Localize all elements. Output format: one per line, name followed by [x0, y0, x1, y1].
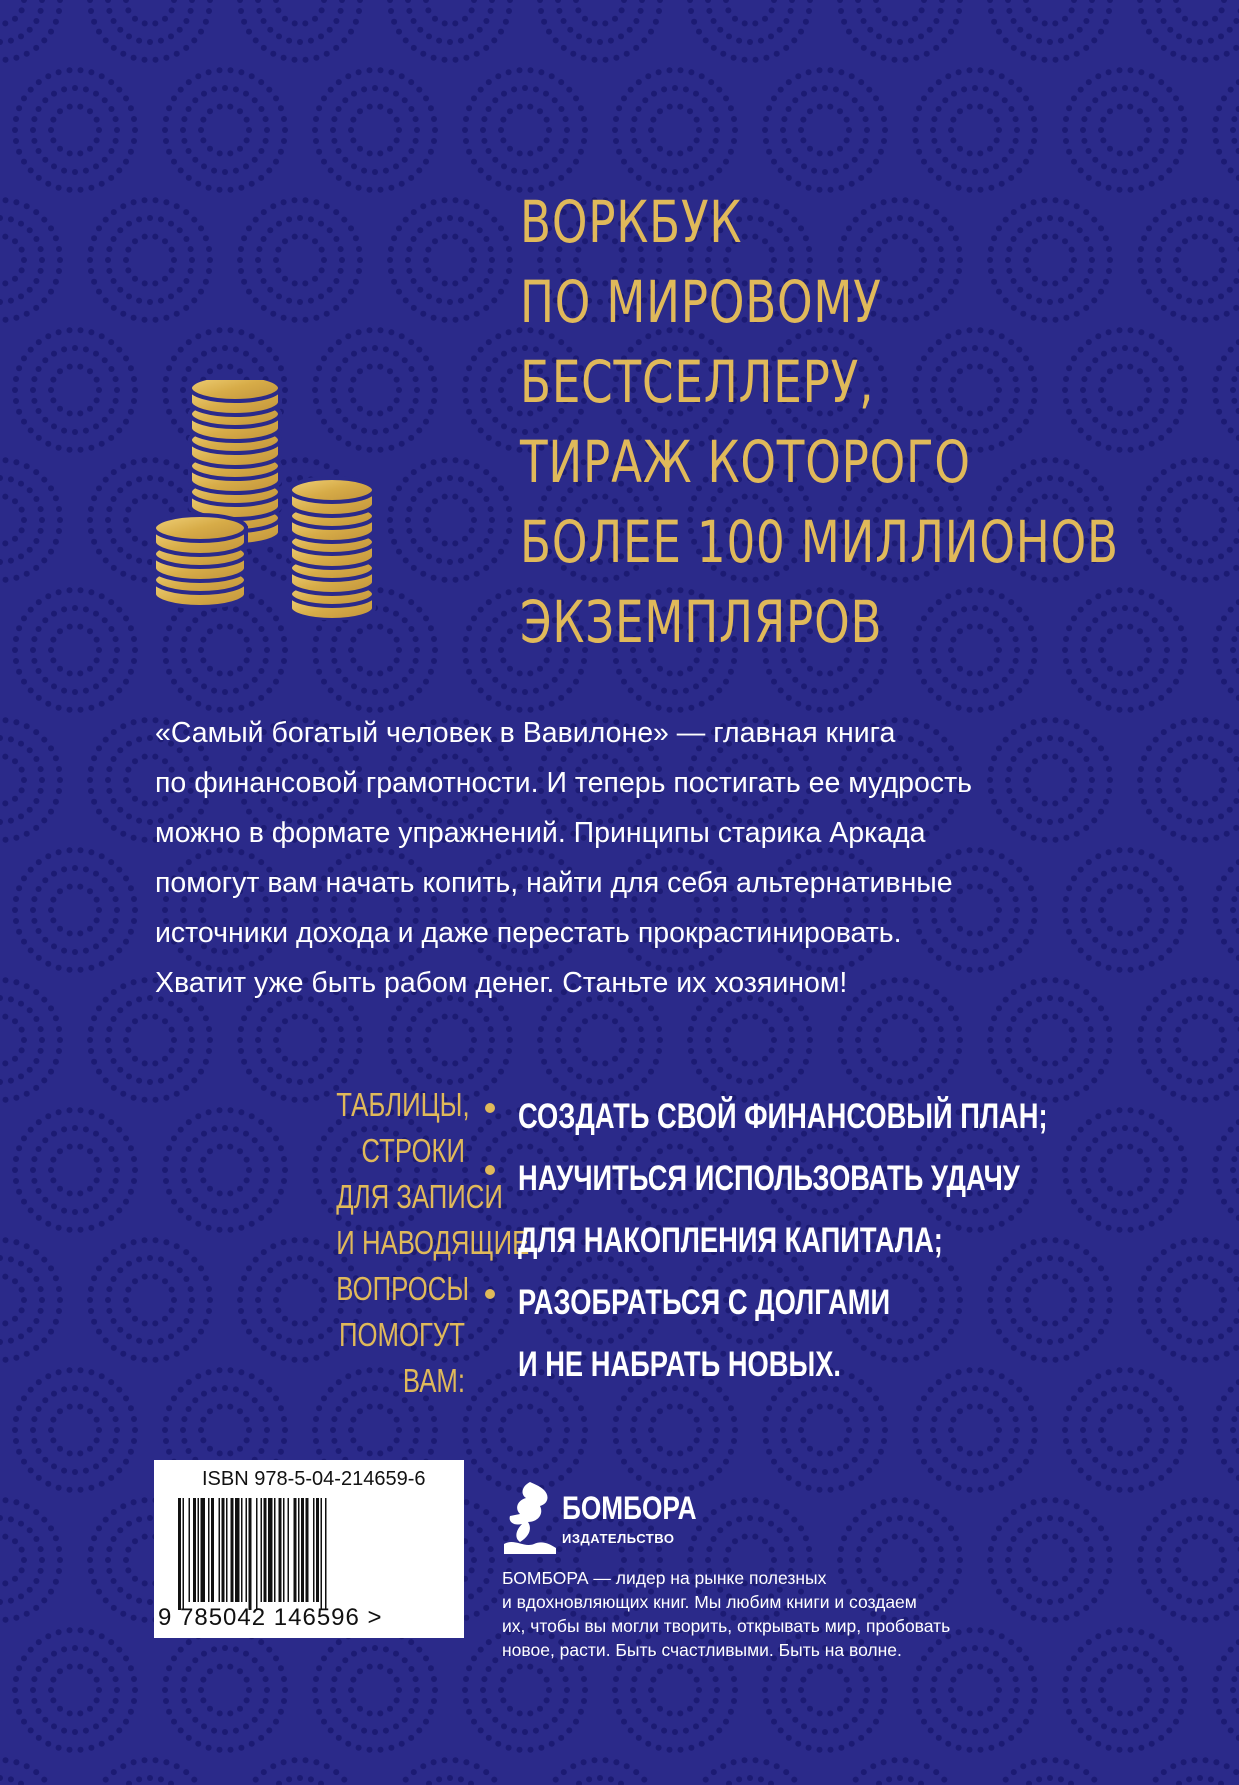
- headline-line: ТИРАЖ КОТОРОГО: [520, 428, 971, 496]
- intro-line: ВОПРОСЫ: [336, 1270, 470, 1307]
- intro-line: ТАБЛИЦЫ,: [336, 1086, 470, 1123]
- description-line: «Самый богатый человек в Вавилоне» — главная книга: [155, 717, 896, 749]
- intro-line: И НАВОДЯЩИЕ: [336, 1224, 530, 1261]
- publisher-about: [502, 1566, 962, 1662]
- publisher-line: новое, расти. Быть счастливыми. Быть на волне.: [502, 1640, 902, 1660]
- list-item: [485, 1086, 1048, 1148]
- list-item: [485, 1272, 1045, 1396]
- headline-line: БОЛЕЕ 100 МИЛЛИОНОВ: [520, 508, 1119, 576]
- benefit-line: И НЕ НАБРАТЬ НОВЫХ.: [518, 1345, 842, 1384]
- isbn-barcode-block: [154, 1460, 464, 1638]
- bullet-icon: [485, 1289, 495, 1299]
- description-line: можно в формате упражнений. Принципы старика Аркада: [155, 817, 926, 849]
- publisher-name: БОМБОРА: [562, 1490, 697, 1526]
- intro-line: ВАМ:: [402, 1362, 465, 1399]
- benefit-line: ДЛЯ НАКОПЛЕНИЯ КАПИТАЛА;: [518, 1221, 943, 1260]
- intro-line: ПОМОГУТ: [338, 1316, 465, 1353]
- headline-line: ПО МИРОВОМУ: [520, 268, 882, 336]
- intro-line: СТРОКИ: [361, 1132, 465, 1169]
- benefit-line: РАЗОБРАТЬСЯ С ДОЛГАМИ: [518, 1283, 891, 1322]
- publisher-line: их, чтобы вы могли творить, открывать мир, пробовать: [502, 1616, 951, 1636]
- publisher-subtitle: ИЗДАТЕЛЬСТВО: [562, 1531, 675, 1546]
- headline-line: ЭКЗЕМПЛЯРОВ: [520, 588, 883, 656]
- description-line: помогут вам начать копить, найти для себя альтернативные: [155, 867, 953, 899]
- headline-line: ВОРКБУК: [520, 188, 743, 256]
- benefits-list: [485, 1086, 1048, 1396]
- headline: [520, 182, 1200, 662]
- benefit-line: СОЗДАТЬ СВОЙ ФИНАНСОВЫЙ ПЛАН;: [518, 1097, 1048, 1136]
- intro-line: ДЛЯ ЗАПИСИ: [336, 1178, 503, 1215]
- bullet-icon: [485, 1103, 495, 1113]
- benefits-intro: [300, 1082, 530, 1404]
- publisher-line: БОМБОРА — лидер на рынке полезных: [502, 1568, 827, 1588]
- barcode: [172, 1498, 432, 1610]
- bullet-icon: [485, 1165, 495, 1175]
- isbn-label: ISBN 978-5-04-214659-6: [202, 1468, 426, 1490]
- description-line: Хватит уже быть рабом денег. Станьте их хозяином!: [155, 967, 848, 999]
- publisher-line: и вдохновляющих книг. Мы любим книги и создаем: [502, 1592, 917, 1612]
- list-item: [485, 1148, 1045, 1272]
- book-description: [155, 708, 1005, 1008]
- benefit-line: НАУЧИТЬСЯ ИСПОЛЬЗОВАТЬ УДАЧУ: [518, 1159, 1020, 1198]
- gold-coins-icon: [150, 380, 400, 620]
- headline-line: БЕСТСЕЛЛЕРУ,: [520, 348, 875, 416]
- bombora-wave-icon: [500, 1478, 558, 1556]
- publisher-logo: [500, 1478, 740, 1558]
- description-line: источники дохода и даже перестать прокрастинировать.: [155, 917, 902, 949]
- barcode-digits: 9 785042 146596 >: [158, 1604, 383, 1631]
- description-line: по финансовой грамотности. И теперь постигать ее мудрость: [155, 767, 972, 799]
